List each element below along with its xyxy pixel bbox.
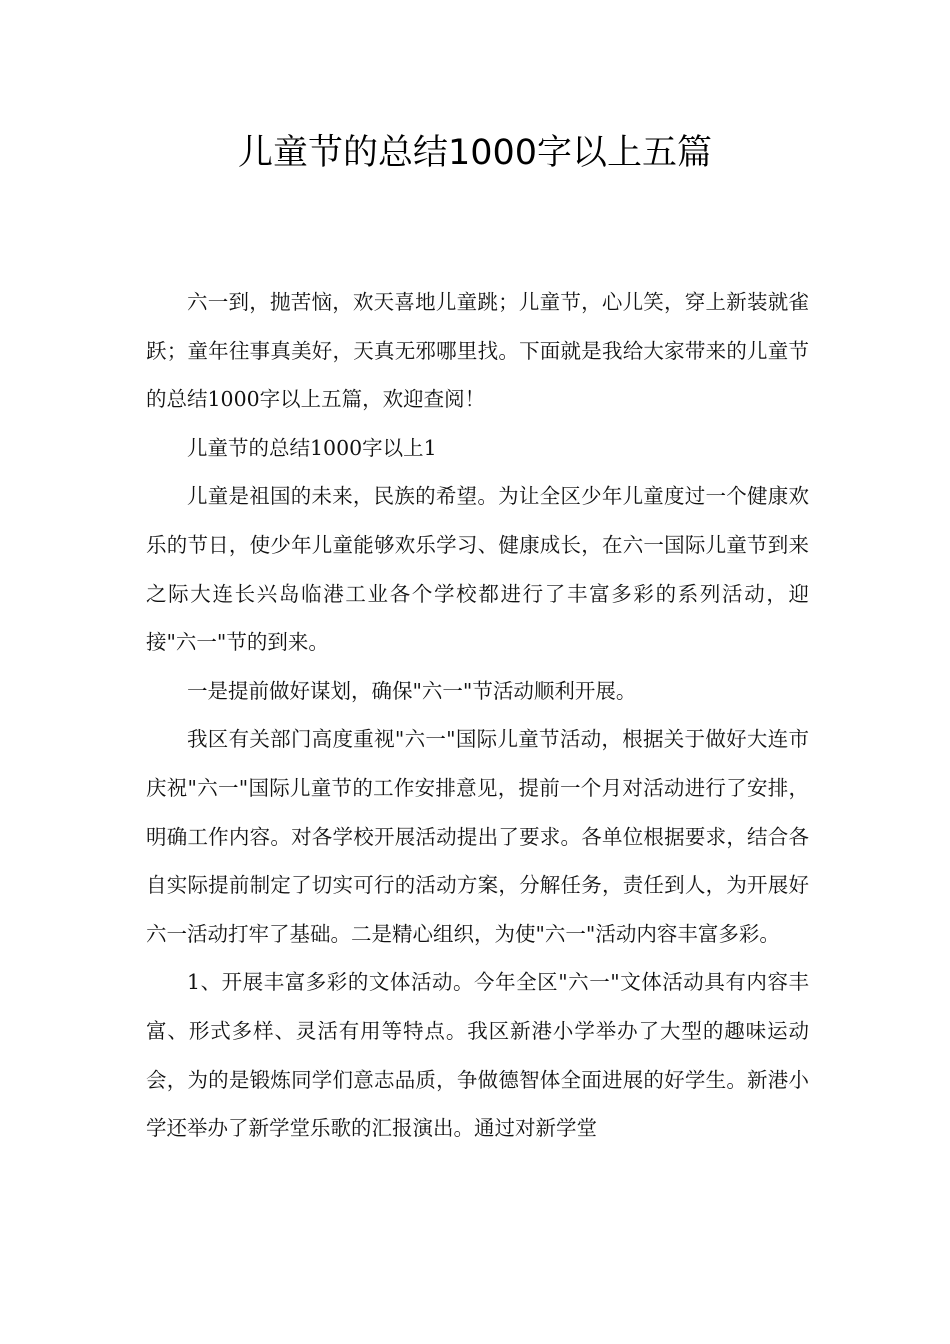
paragraph-arrangement: 我区有关部门高度重视"六一"国际儿童节活动，根据关于做好大连市庆祝"六一"国际儿童节的工作安排意见，提前一个月对活动进行了安排，明确工作内容。对各学校开展活动提出了要求。各单位根据要求，结合各自实际提前制定了切实可行的活动方案，分解任务，责任到人，为开展好六一活动打牢了基础。二是精心组织，为使"六一"活动内容丰富多彩。 [146, 727, 809, 946]
paragraph-planning: 一是提前做好谋划，确保"六一"节活动顺利开展。 [187, 678, 637, 703]
section-heading-1: 儿童节的总结1000字以上1 [187, 435, 437, 460]
document-title: 儿童节的总结1000字以上五篇 [237, 133, 713, 173]
paragraph-children-future: 儿童是祖国的未来，民族的希望。为让全区少年儿童度过一个健康欢乐的节日，使少年儿童能够欢乐学习、健康成长，在六一国际儿童节到来之际大连长兴岛临港工业各个学校都进行了丰富多彩的系列活动，迎接"六一"节的到来。 [146, 484, 809, 655]
document-body [146, 278, 809, 1153]
paragraph-intro: 六一到，抛苦恼，欢天喜地儿童跳；儿童节，心儿笑，穿上新装就雀跃；童年往事真美好，天真无邪哪里找。下面就是我给大家带来的儿童节的总结1000字以上五篇，欢迎查阅！ [146, 290, 809, 412]
paragraph-activities: 1、开展丰富多彩的文体活动。今年全区"六一"文体活动具有内容丰富、形式多样、灵活有用等特点。我区新港小学举办了大型的趣味运动会，为的是锻炼同学们意志品质，争做德智体全面进展的好学生。新港小学还举办了新学堂乐歌的汇报演出。通过对新学堂 [146, 970, 809, 1141]
